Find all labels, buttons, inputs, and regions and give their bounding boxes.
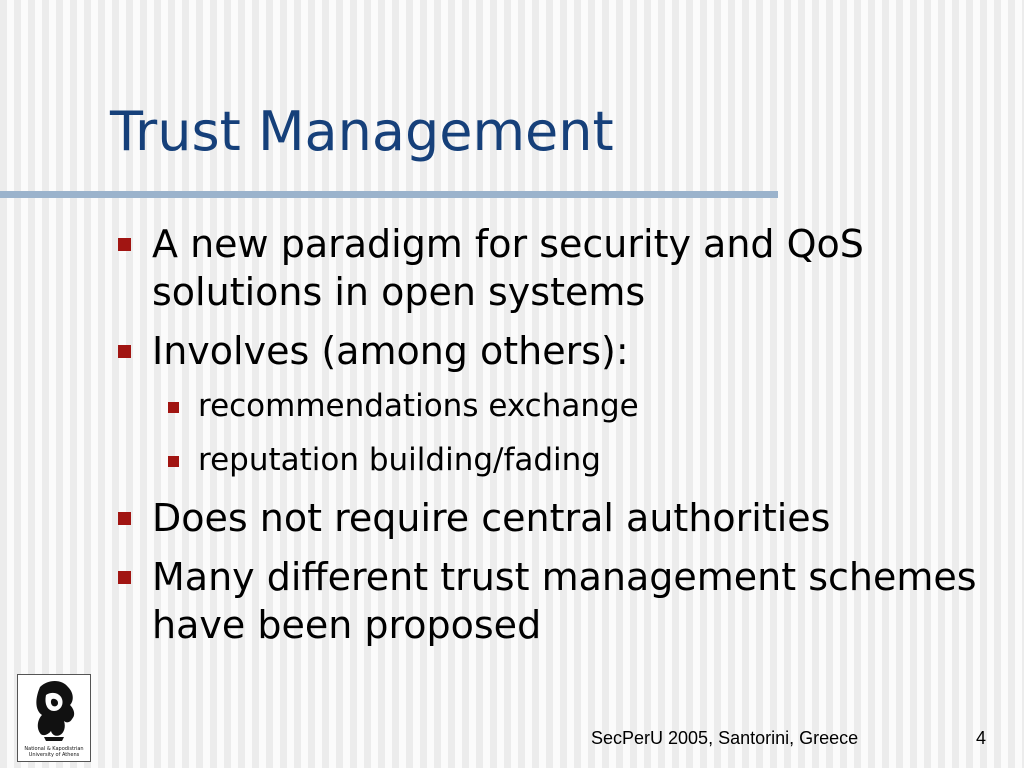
bullet-text: A new paradigm for security and QoS solutions in open systems bbox=[152, 222, 864, 314]
bullet-item bbox=[116, 327, 996, 375]
university-logo bbox=[17, 674, 91, 762]
bullet-text: Involves (among others): bbox=[152, 329, 629, 373]
sub-bullet-text: reputation building/fading bbox=[198, 442, 601, 478]
logo-text-line2: University of Athens bbox=[28, 752, 80, 758]
bullet-item bbox=[116, 553, 996, 649]
slide-number: 4 bbox=[976, 728, 987, 748]
bullet-text: Does not require central authorities bbox=[152, 496, 831, 540]
title-underline bbox=[0, 191, 778, 198]
bullet-square-icon bbox=[118, 571, 131, 584]
athena-head-icon bbox=[18, 675, 90, 761]
bullet-text: Many different trust management schemes have been proposed bbox=[152, 555, 977, 647]
bullet-square-icon bbox=[118, 345, 131, 358]
slide-title: Trust Management bbox=[110, 100, 614, 163]
sub-bullet-item bbox=[116, 386, 996, 426]
slide-footer: SecPerU 2005, Santorini, Greece bbox=[591, 728, 859, 748]
logo-text-line1: National & Kapodistrian bbox=[24, 746, 84, 752]
bullet-square-icon bbox=[168, 456, 179, 467]
sub-bullet-item bbox=[116, 440, 996, 480]
sub-bullet-text: recommendations exchange bbox=[198, 388, 639, 424]
bullet-square-icon bbox=[168, 402, 179, 413]
bullet-list bbox=[116, 220, 996, 660]
bullet-item bbox=[116, 494, 996, 542]
bullet-square-icon bbox=[118, 238, 131, 251]
bullet-item bbox=[116, 220, 996, 316]
bullet-square-icon bbox=[118, 512, 131, 525]
